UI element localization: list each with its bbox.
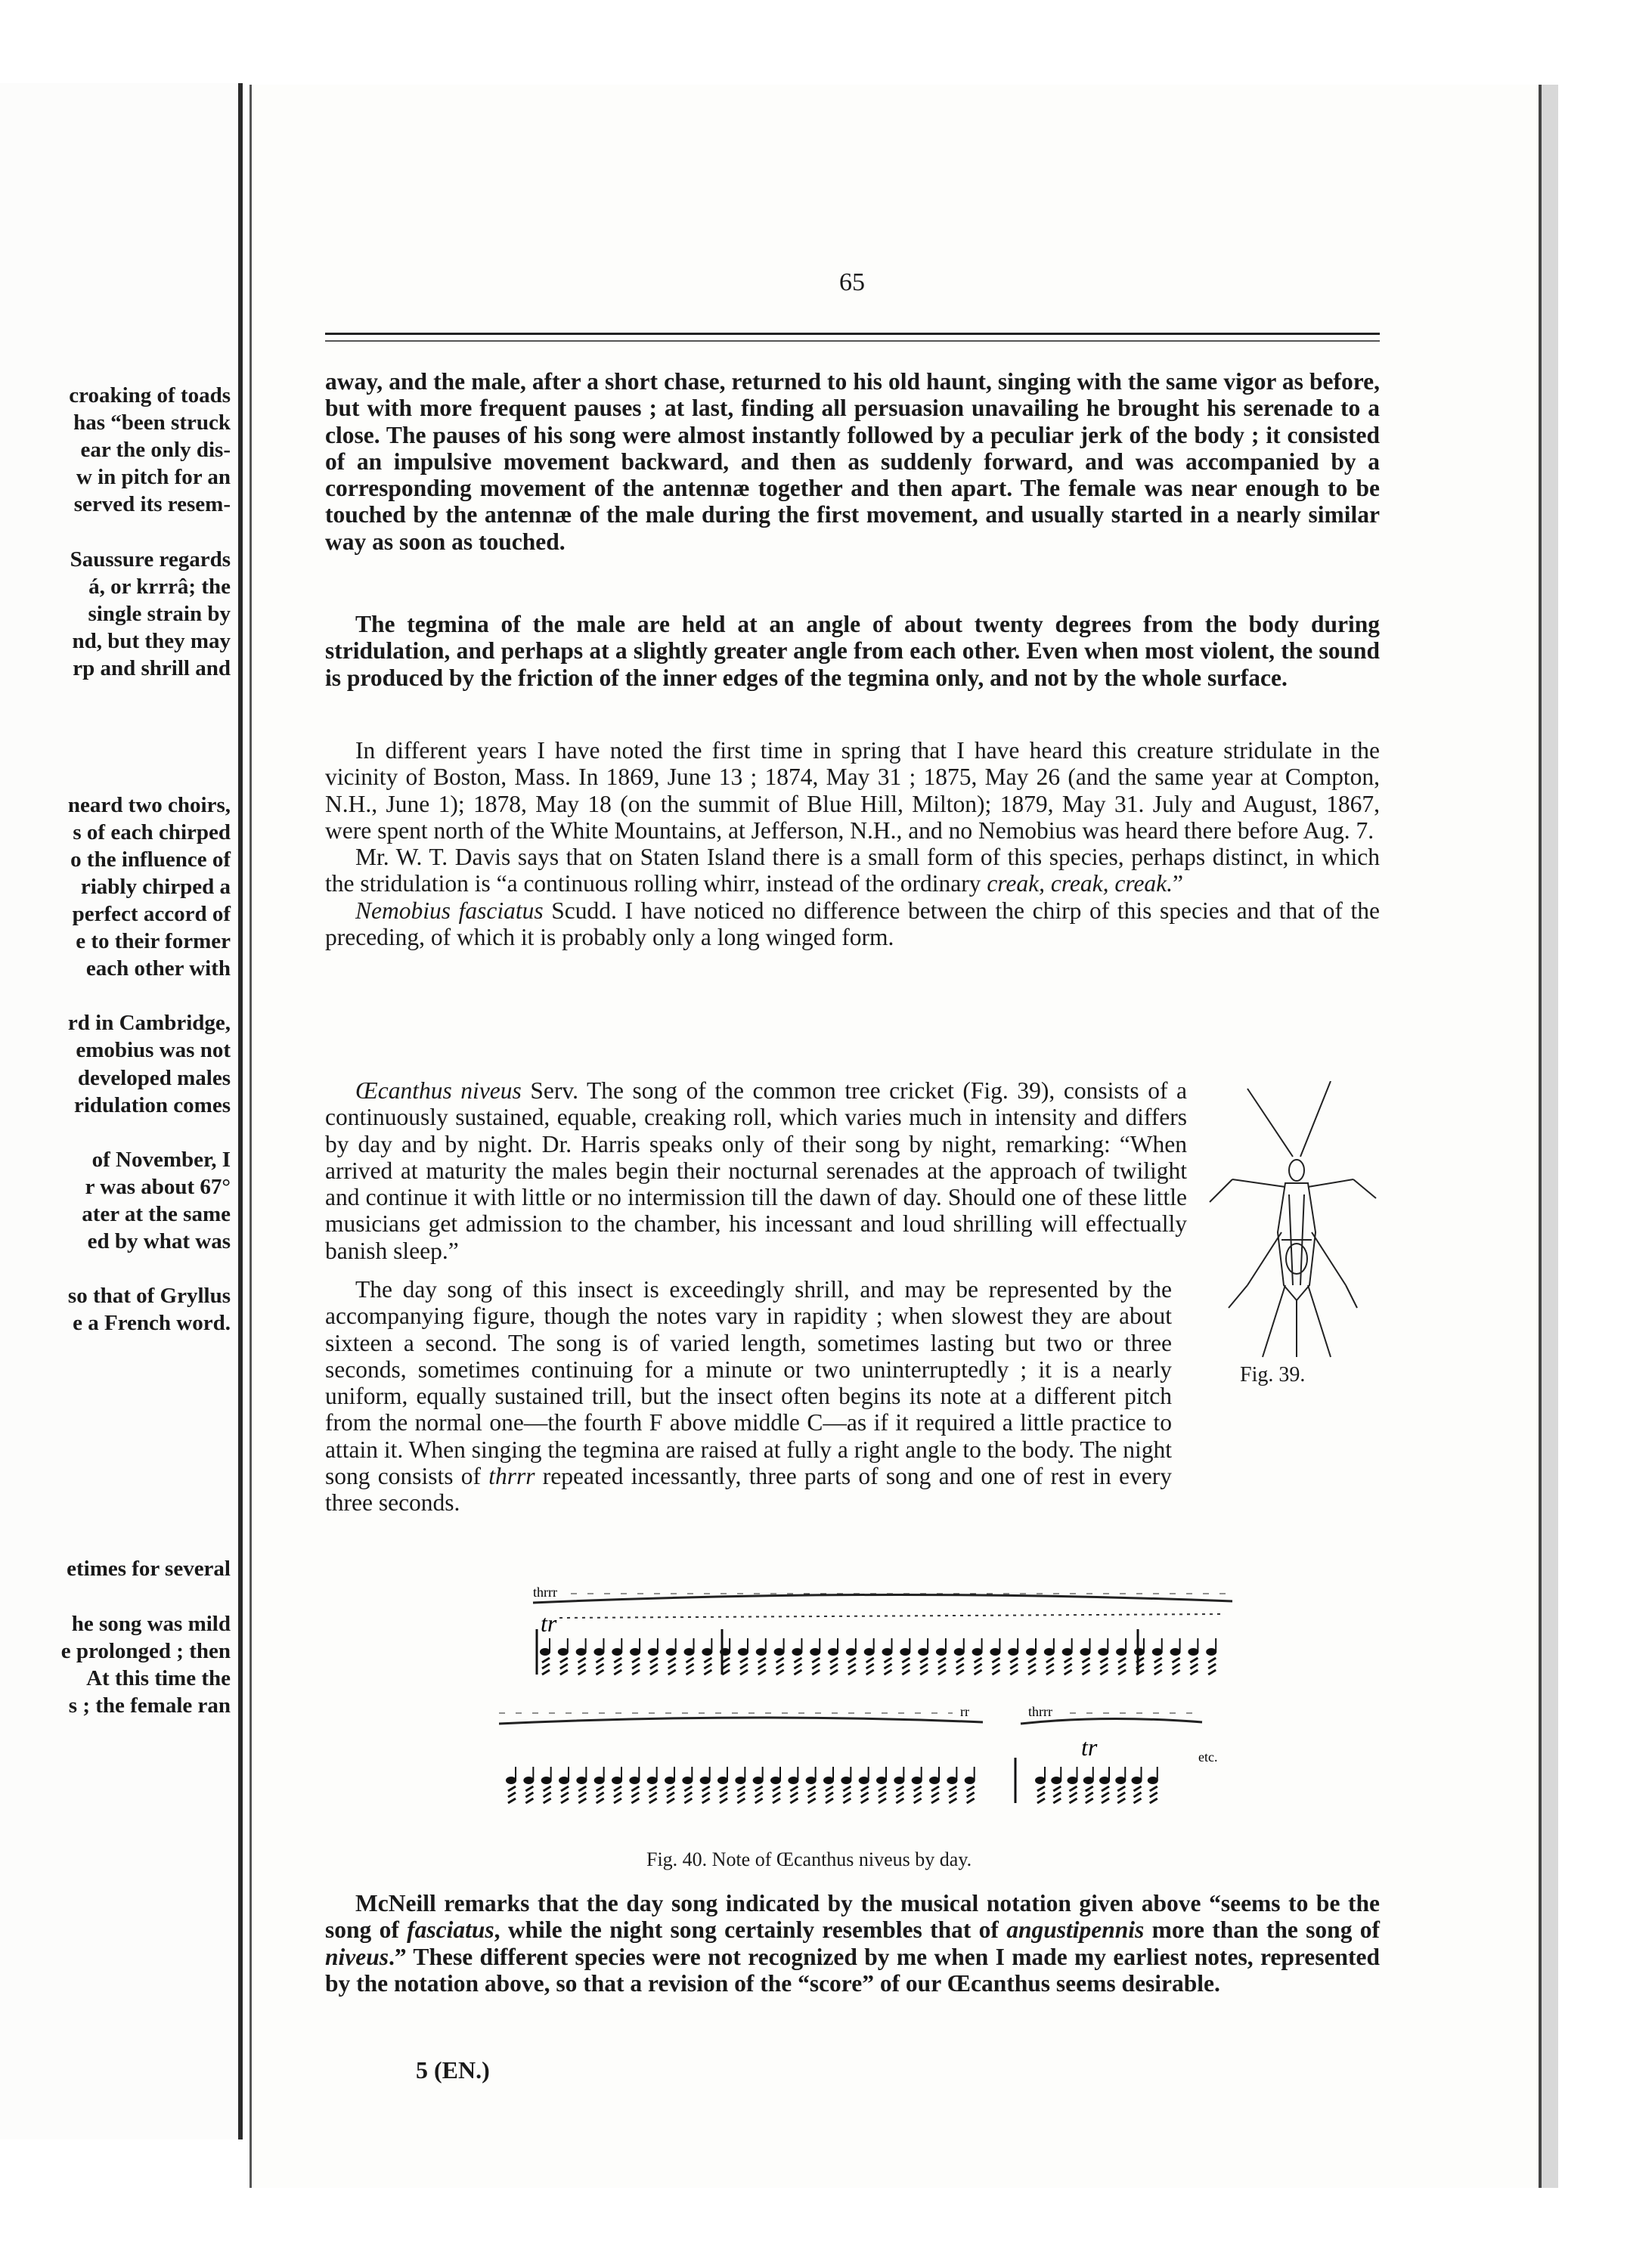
paragraph-continued: away, and the male, after a short chase, returned to his old haunt, singing with the same vigor as before, but with more frequent pauses ; at last, finding all persuasion unavailing he brought his serenade to a close. The pauses of his song were almost instantly followed by a peculiar jerk of the body ; it consisted of an impulsive movement backward, and then as suddenly forward, and was accompanied by a corresponding movement of the antennæ together and then apart. The female was near enough to be touched by the antennæ of the male during the first movement, and usually started in a nearly similar way as soon as touched. [325, 368, 1380, 555]
music-tremolo [737, 1786, 745, 1803]
music-note [717, 1777, 728, 1784]
music-note [929, 1777, 940, 1784]
music-note [1134, 1648, 1145, 1656]
music-note [753, 1777, 764, 1784]
music-tremolo [1118, 1658, 1126, 1675]
music-note [770, 1777, 781, 1784]
music-tremolo [1134, 1786, 1142, 1803]
music-label-thrrr-second: thrrr [1028, 1704, 1052, 1719]
music-note [1099, 1777, 1110, 1784]
music-note [965, 1777, 975, 1784]
music-note [1068, 1777, 1078, 1784]
left-page-line: etimes for several [67, 1557, 231, 1582]
music-tremolo [758, 1658, 766, 1675]
paragraph-fasciatus: Nemobius fasciatus Scudd. I have noticed no difference between the chirp of this species and that of the preceding, of which it is probably only a long winged form. [325, 897, 1380, 951]
music-tremolo [596, 1658, 603, 1675]
music-note [593, 1648, 604, 1656]
left-page-line: e prolonged ; then [60, 1638, 231, 1663]
music-note [612, 1777, 622, 1784]
music-note [1170, 1648, 1181, 1656]
music-label-thrrr: thrrr [533, 1585, 557, 1600]
left-page-line: each other with [85, 956, 231, 981]
music-note [1026, 1648, 1037, 1656]
left-page-line: croaking of toads [69, 383, 231, 407]
music-tremolo [975, 1658, 982, 1675]
music-note [864, 1648, 875, 1656]
left-page-line: o the influence of [70, 847, 231, 872]
music-note [846, 1648, 857, 1656]
music-label-tr: tr [541, 1610, 557, 1637]
music-note [1115, 1777, 1126, 1784]
music-note [912, 1777, 922, 1784]
music-note [882, 1648, 893, 1656]
paragraph-day-song: The day song of this insect is exceedingly shrill, and may be represented by the accompanying figure, though the notes vary in rapidity ; when slowest they are about sixteen a second. The song is of varied length, sometimes lasting but two or three seconds, sometimes continuing for a minute or two uninterruptedly ; it is a nearly uniform, equally sustained trill, but the insect often begins its note at a different pitch from the normal one—the fourth F above middle C—as if it required a little practice to attain it. When singing the tegmina are raised at fully a right angle to the body. The night song consists of thrrr repeated incessantly, three parts of song and one of rest in every three seconds. [325, 1276, 1172, 1517]
music-tremolo [561, 1786, 569, 1803]
music-tremolo [649, 1786, 657, 1803]
left-page-line: s ; the female ran [68, 1693, 231, 1718]
music-note [823, 1777, 834, 1784]
musical-notation [499, 1580, 1247, 1830]
music-tremolo [1086, 1786, 1093, 1803]
music-note [810, 1648, 820, 1656]
music-note [648, 1648, 659, 1656]
music-tremolo [1053, 1786, 1061, 1803]
music-note [1035, 1777, 1046, 1784]
left-page-line: single strain by [88, 601, 231, 626]
music-note [558, 1648, 569, 1656]
music-tremolo [597, 1786, 604, 1803]
music-note [684, 1648, 695, 1656]
music-note [774, 1648, 785, 1656]
music-tremolo [525, 1786, 533, 1803]
music-note [1080, 1648, 1090, 1656]
music-note [594, 1777, 605, 1784]
left-page-line: At this time the [86, 1665, 231, 1690]
music-note [576, 1777, 587, 1784]
left-page-line: perfect accord of [72, 901, 231, 926]
music-note [806, 1777, 817, 1784]
left-page-line: so that of Gryllus [67, 1284, 231, 1309]
music-note [576, 1648, 587, 1656]
left-page-line: w in pitch for an [76, 465, 231, 490]
music-note [506, 1777, 516, 1784]
music-note [541, 1777, 552, 1784]
music-note [954, 1648, 965, 1656]
antenna-left [1247, 1089, 1293, 1157]
music-tremolo [1046, 1658, 1054, 1675]
left-page-line: has “been struck [73, 411, 231, 435]
music-note [1152, 1648, 1163, 1656]
left-page-line: emobius was not [76, 1038, 231, 1063]
music-note [1188, 1648, 1198, 1656]
left-page-line: ear the only dis- [80, 438, 231, 463]
music-tremolo [720, 1786, 727, 1803]
music-tremolo [755, 1786, 763, 1803]
music-tremolo [861, 1786, 869, 1803]
music-note [1116, 1648, 1127, 1656]
music-note [894, 1777, 904, 1784]
music-tremolo [1065, 1658, 1072, 1675]
music-note [841, 1777, 851, 1784]
page-number: 65 [839, 268, 865, 296]
music-tremolo [931, 1786, 939, 1803]
music-tremolo [632, 1658, 640, 1675]
music-note [1008, 1648, 1018, 1656]
music-tremolo [808, 1786, 816, 1803]
music-note [738, 1648, 748, 1656]
music-note [876, 1777, 887, 1784]
music-tremolo [740, 1658, 748, 1675]
music-note [700, 1777, 711, 1784]
music-tremolo [578, 1658, 586, 1675]
music-note [647, 1777, 658, 1784]
music-tremolo [1102, 1786, 1109, 1803]
music-tremolo [668, 1658, 676, 1675]
music-tremolo [812, 1658, 820, 1675]
music-note [1132, 1777, 1142, 1784]
music-tremolo [776, 1658, 784, 1675]
left-page-line: s of each chirped [73, 820, 231, 844]
paragraph-years: In different years I have noted the first time in spring that I have heard this creature stridulate in the vicinity of Boston, Mass. In 1869, June 13 ; 1874, May 31 ; 1875, May 26 (and the same year at Compton, N.H., June 1); 1878, May 18 (on the summit of Blue Hill, Milton); 1879, May 31. July and August, 1867, were spent north of the White Mountains, at Jefferson, N.H., and no Nemobius was heard there before Aug. 7. Mr. W. T. Davis says that on Staten Island there is a small form of this species, perhaps distinct, in which the stridulation is “a continuous rolling whirr, instead of the ordinary creak, creak, creak.” Nemobius fasciatus Scudd. I have noticed no difference between the chirp of this species and that of the preceding, of which it is probably only a long winged form. [325, 737, 1380, 951]
music-note [792, 1648, 802, 1656]
music-note [1098, 1648, 1108, 1656]
fig39-caption: Fig. 39. [1240, 1363, 1306, 1387]
music-note [1083, 1777, 1094, 1784]
music-tremolo [1082, 1658, 1089, 1675]
music-note [1051, 1777, 1061, 1784]
music-tremolo [826, 1786, 833, 1803]
left-page-line: Saussure regards [70, 547, 231, 572]
music-tremolo [879, 1786, 886, 1803]
music-tremolo [1037, 1786, 1045, 1803]
music-note [900, 1648, 910, 1656]
music-tremolo [686, 1658, 694, 1675]
music-note [947, 1777, 957, 1784]
music-note [682, 1777, 693, 1784]
antenna-right [1300, 1081, 1331, 1157]
music-note [540, 1648, 550, 1656]
music-tremolo [920, 1658, 928, 1675]
left-page-line: ridulation comes [73, 1092, 231, 1117]
music-tremolo [684, 1786, 692, 1803]
music-tremolo [1028, 1658, 1036, 1675]
music-note [972, 1648, 983, 1656]
music-note [523, 1777, 534, 1784]
left-page-line: he song was mild [71, 1611, 231, 1636]
music-tremolo [794, 1658, 801, 1675]
fig40-caption: Fig. 40. Note of Œcanthus niveus by day. [646, 1848, 972, 1870]
paragraph-mcneill: McNeill remarks that the day song indicated by the musical notation given above “seems to be the song of fasciatus, while the night song certainly resembles that of angustipennis more than the song of niveus.” These different species were not recognized by me when I made my earliest notes, represented by the notation above, so that a revision of the “score” of our Œcanthus seems desirable. [325, 1890, 1380, 1997]
music-tremolo [722, 1658, 730, 1675]
music-tremolo [560, 1658, 568, 1675]
music-tremolo [704, 1658, 711, 1675]
music-tremolo [1010, 1658, 1018, 1675]
music-staff-1 [537, 1629, 1216, 1675]
music-note [828, 1648, 838, 1656]
left-page-line: ed by what was [87, 1229, 231, 1254]
music-tremolo [830, 1658, 838, 1675]
music-tremolo [544, 1786, 551, 1803]
music-staff-2 [506, 1758, 1158, 1803]
music-tremolo [702, 1786, 710, 1803]
music-tremolo [967, 1786, 975, 1803]
music-note [665, 1777, 675, 1784]
left-page-line: rd in Cambridge, [67, 1011, 231, 1036]
music-label-rr: rr [960, 1704, 969, 1719]
music-tremolo [896, 1786, 903, 1803]
music-tremolo [949, 1786, 956, 1803]
left-page-line: rp and shrill and [73, 656, 231, 680]
left-page-line: á, or krrrâ; the [88, 574, 231, 599]
music-tremolo [773, 1786, 780, 1803]
music-note [629, 1777, 640, 1784]
music-tremolo [848, 1658, 856, 1675]
music-note [936, 1648, 947, 1656]
music-note [559, 1777, 569, 1784]
header-rule-thin [325, 340, 1380, 342]
music-tremolo [956, 1658, 964, 1675]
music-note [990, 1648, 1000, 1656]
music-tremolo [866, 1658, 874, 1675]
music-note [756, 1648, 767, 1656]
music-tremolo [614, 1786, 621, 1803]
music-tremolo [885, 1658, 892, 1675]
music-note [612, 1648, 622, 1656]
music-tremolo [667, 1786, 674, 1803]
music-note [1062, 1648, 1073, 1656]
left-page-line: riably chirped a [80, 874, 231, 899]
music-tremolo [1117, 1786, 1125, 1803]
music-note [630, 1648, 640, 1656]
music-note [1044, 1648, 1055, 1656]
left-page-line: neard two choirs, [67, 792, 231, 817]
music-note [1206, 1648, 1216, 1656]
music-tremolo [1190, 1658, 1198, 1675]
music-tremolo [542, 1658, 550, 1675]
left-page-line: of November, I [91, 1147, 231, 1172]
music-note [735, 1777, 745, 1784]
music-tremolo [578, 1786, 586, 1803]
music-tremolo [650, 1658, 658, 1675]
left-page-line: e to their former [76, 929, 231, 953]
music-tremolo [1100, 1658, 1108, 1675]
left-page-line: e a French word. [73, 1311, 231, 1336]
left-page-line: nd, but they may [72, 628, 231, 653]
music-tremolo [631, 1786, 639, 1803]
header-rule [325, 333, 1380, 335]
music-tremolo [938, 1658, 946, 1675]
music-note [788, 1777, 798, 1784]
music-note [702, 1648, 712, 1656]
paragraph-niveus: Œcanthus niveus Serv. The song of the common tree cricket (Fig. 39), consists of a continuously sustained, equable, creaking roll, which varies much in intensity and differs by day and by night. Dr. Harris speaks only of their song by night, remarking: “When arrived at maturity the males begin their nocturnal serenades at the approach of twilight and continue it with little or no intermission till the dawn of day. Should one of these little musicians get admission to the chamber, his incessant and loud shrilling will effectually banish sleep.” [325, 1077, 1188, 1264]
music-tremolo [914, 1786, 922, 1803]
music-label-tr-second: tr [1081, 1734, 1098, 1761]
music-note [666, 1648, 677, 1656]
music-note [1148, 1777, 1158, 1784]
music-tremolo [902, 1658, 910, 1675]
left-page-line: developed males [77, 1065, 231, 1090]
music-tremolo [508, 1786, 516, 1803]
music-label-etc: etc. [1198, 1749, 1218, 1765]
paragraph-davis: Mr. W. T. Davis says that on Staten Island there is a small form of this species, perhaps distinct, in which the stridulation is “a continuous rolling whirr, instead of the ordinary creak, creak, creak.” [325, 844, 1380, 897]
left-page-line: r was about 67° [85, 1174, 231, 1199]
left-page-line: ater at the same [82, 1202, 231, 1226]
music-tremolo [1150, 1786, 1157, 1803]
paragraph-tegmina: The tegmina of the male are held at an angle of about twenty degrees from the body during stridulation, and perhaps at a slightly greater angle from each other. Even when most violent, the sound is produced by the friction of the inner edges of the tegmina only, and not by the whole surface. [325, 611, 1380, 691]
music-tremolo [1070, 1786, 1077, 1803]
music-tremolo [790, 1786, 798, 1803]
music-tremolo [992, 1658, 999, 1675]
signature-mark: 5 (EN.) [416, 2056, 490, 2084]
music-note [859, 1777, 869, 1784]
music-tremolo [843, 1786, 851, 1803]
music-note [918, 1648, 928, 1656]
left-page-line: served its resem- [73, 492, 231, 517]
music-tremolo [614, 1658, 621, 1675]
music-tremolo [1173, 1658, 1180, 1675]
music-tremolo [1154, 1658, 1162, 1675]
left-facing-page [0, 83, 243, 2139]
music-tremolo [1208, 1658, 1216, 1675]
